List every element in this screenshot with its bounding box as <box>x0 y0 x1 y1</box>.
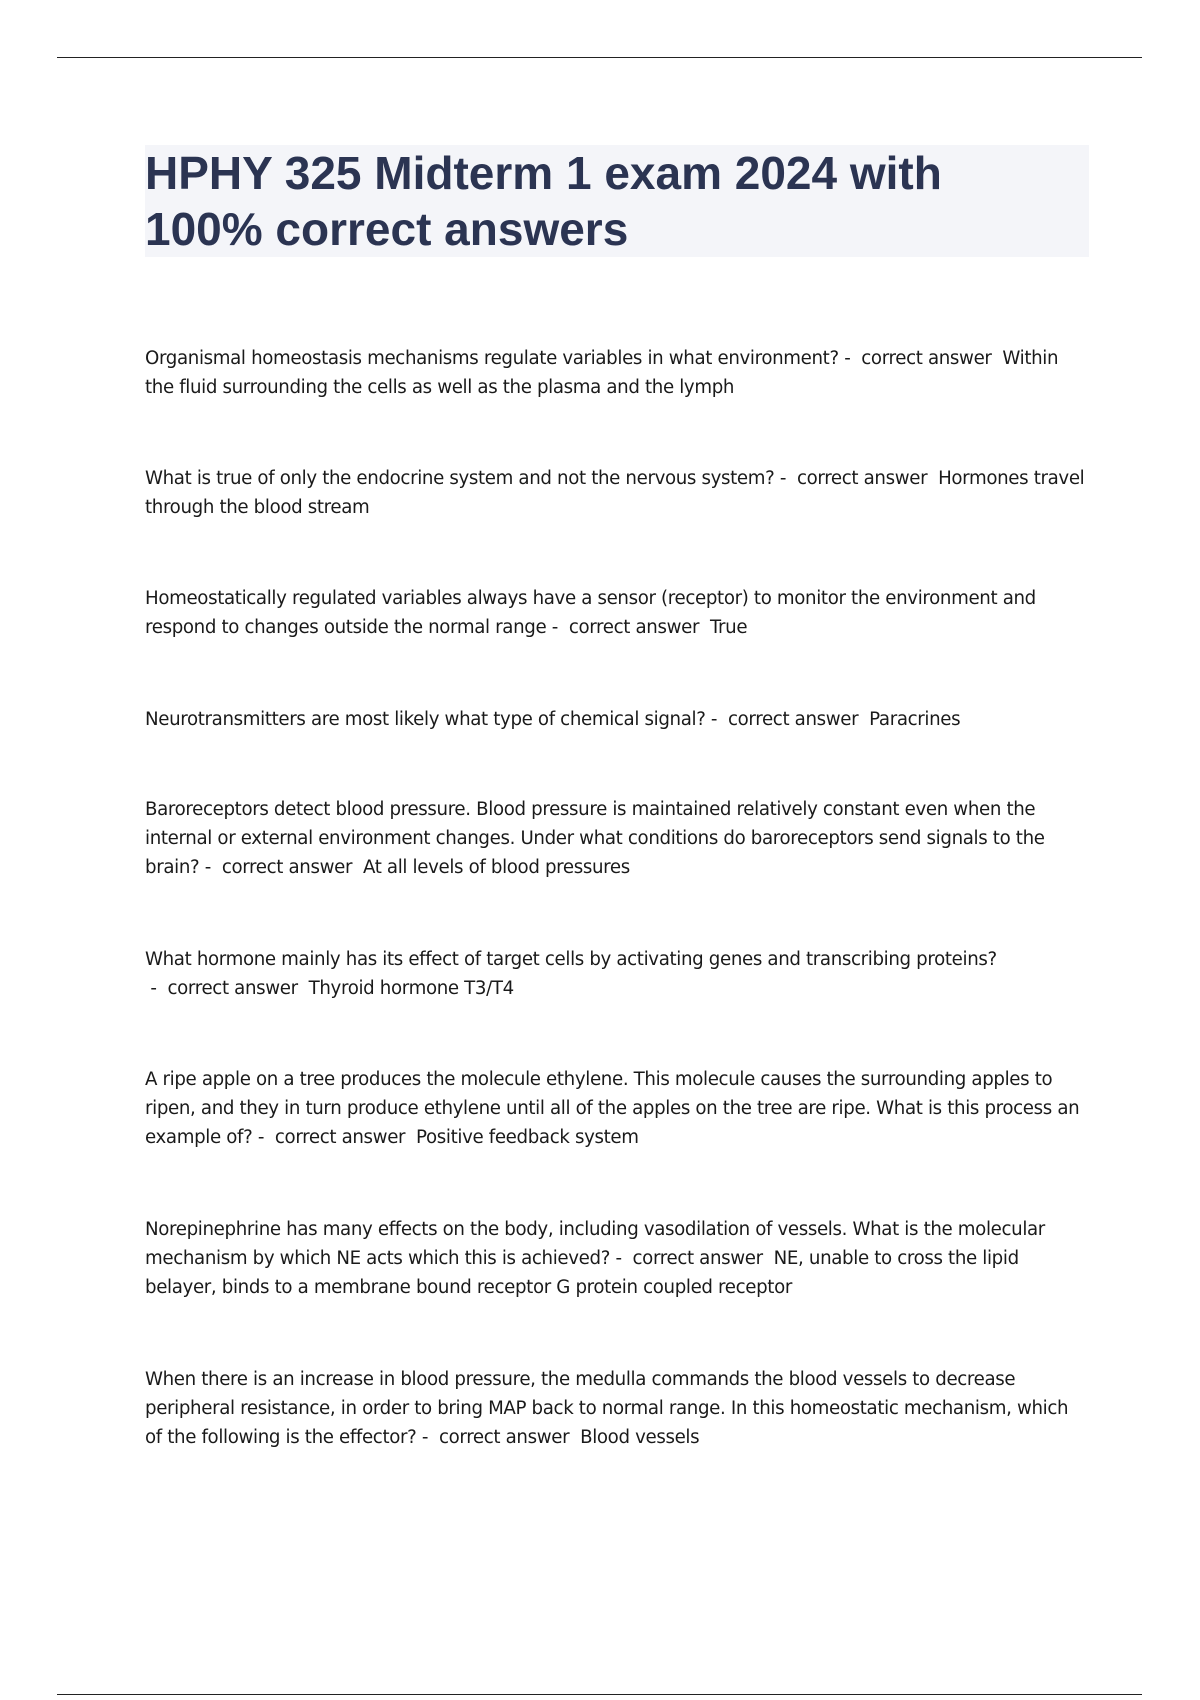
question-text: A ripe apple on a tree produces the molecule ethylene. This molecule causes the surrounding apples to ripen, and they in turn produce ethylene until all of the apples on the tree are ripe. What is this process an example of? <box>145 1069 1080 1148</box>
answer-separator: - correct answer <box>199 857 363 878</box>
question-text: What is true of only the endocrine system and not the nervous system? <box>145 468 775 489</box>
answer-separator: - correct answer <box>416 1427 581 1448</box>
qa-item <box>145 1065 1085 1152</box>
question-text: Organismal homeostasis mechanisms regulate variables in what environment? <box>145 348 839 369</box>
qa-item <box>145 1365 1085 1452</box>
answer-separator: - correct answer <box>838 348 1003 369</box>
answer-text: True <box>709 617 748 638</box>
answer-text: Positive feedback system <box>416 1127 639 1148</box>
answer-text: Hormones travel through the blood stream <box>145 468 1085 518</box>
qa-item <box>145 705 1085 734</box>
bottom-divider <box>57 1694 1142 1695</box>
answer-separator: - correct answer <box>546 617 710 638</box>
question-text: What hormone mainly has its effect of target cells by activating genes and transcribing proteins? <box>145 949 997 970</box>
answer-text: Paracrines <box>869 709 961 730</box>
qa-item <box>145 344 1085 402</box>
qa-item <box>145 795 1085 882</box>
question-text: Homeostatically regulated variables always have a sensor (receptor) to monitor the environment and respond to changes outside the normal range <box>145 588 1036 638</box>
answer-separator: - correct answer <box>705 709 870 730</box>
top-divider <box>57 57 1142 58</box>
question-text: Neurotransmitters are most likely what type of chemical signal? <box>145 709 706 730</box>
qa-item <box>145 464 1085 522</box>
answer-separator: - correct answer <box>252 1127 417 1148</box>
answer-text: Thyroid hormone T3/T4 <box>308 978 514 999</box>
answer-text: Blood vessels <box>580 1427 700 1448</box>
answer-separator: - correct answer <box>145 978 309 999</box>
page-title: HPHY 325 Midterm 1 exam 2024 with 100% correct answers <box>145 147 942 255</box>
answer-separator: - correct answer <box>774 468 939 489</box>
question-text: Norepinephrine has many effects on the body, including vasodilation of vessels. What is the molecular mechanism by which NE acts which this is achieved? <box>145 1219 1045 1269</box>
qa-item <box>145 945 1085 1003</box>
question-text: Baroreceptors detect blood pressure. Blood pressure is maintained relatively constant even when the internal or external environment changes. Under what conditions do baroreceptors send signals to the brain? <box>145 799 1045 878</box>
title-banner <box>145 145 1089 257</box>
answer-text: At all levels of blood pressures <box>362 857 630 878</box>
answer-separator: - correct answer <box>610 1248 774 1269</box>
question-text: When there is an increase in blood pressure, the medulla commands the blood vessels to decrease peripheral resistance, in order to bring MAP back to normal range. In this homeostatic mechanism, which of the following is the effector? <box>145 1369 1069 1448</box>
answer-text: Within the fluid surrounding the cells as well as the plasma and the lymph <box>145 348 1059 398</box>
qa-item <box>145 584 1085 642</box>
answer-text: NE, unable to cross the lipid belayer, binds to a membrane bound receptor G protein coupled receptor <box>145 1248 1019 1298</box>
qa-item <box>145 1215 1085 1302</box>
